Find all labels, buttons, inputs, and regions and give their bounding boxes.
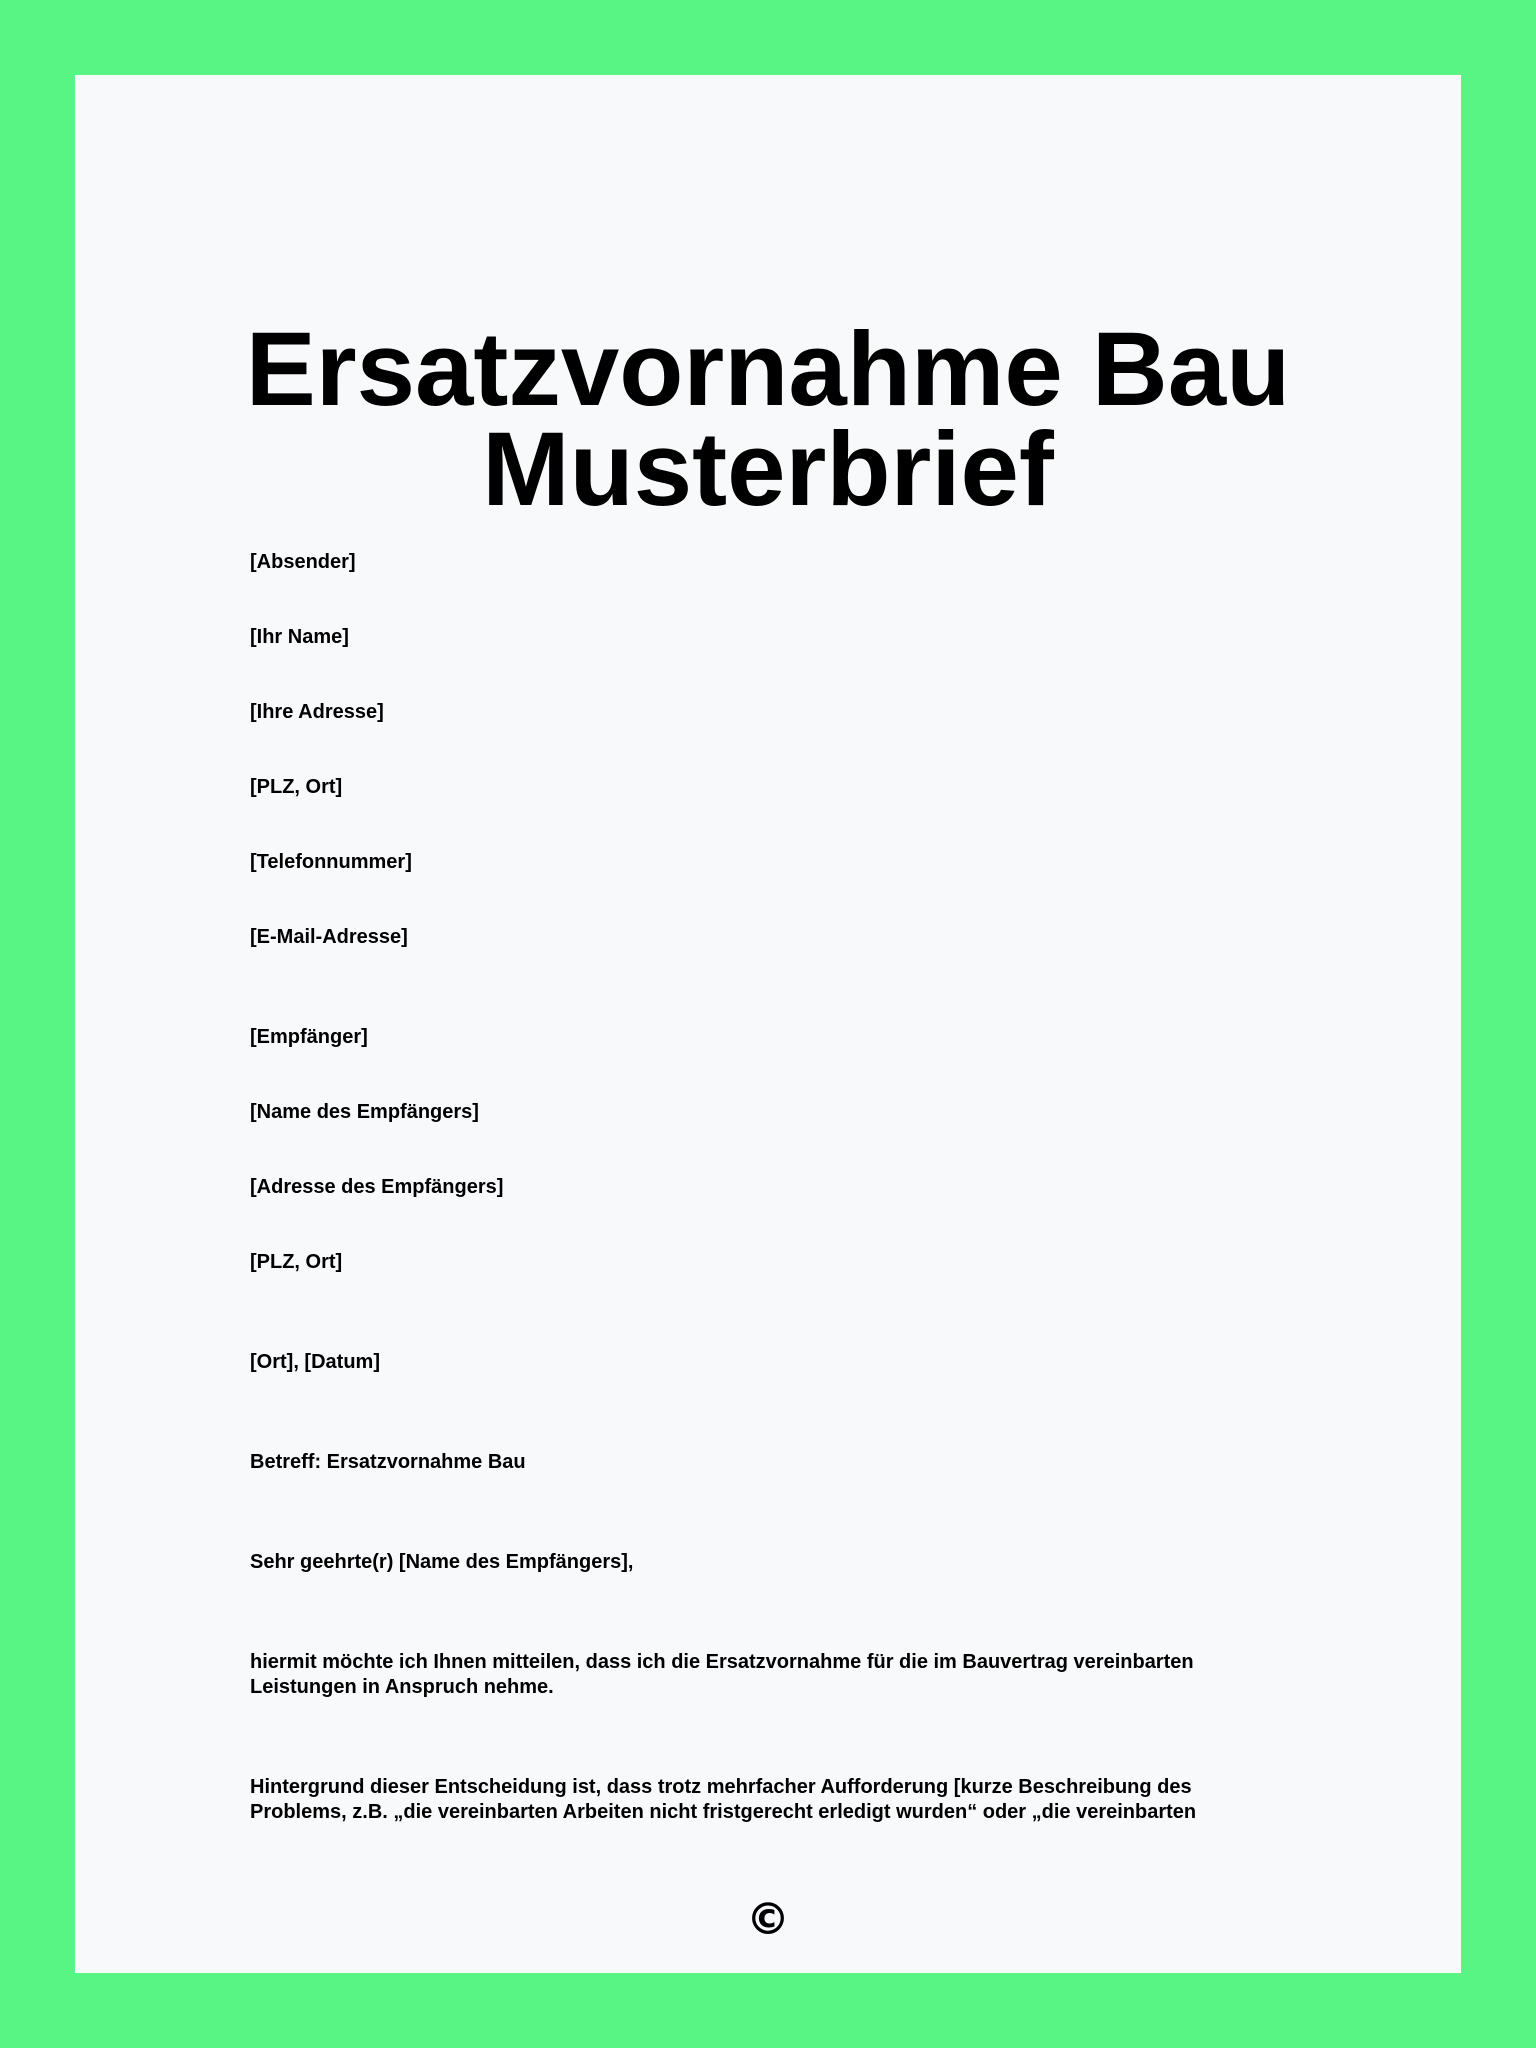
salutation: Sehr geehrte(r) [Name des Empfängers], <box>250 1551 634 1573</box>
body-paragraph-2: Hintergrund dieser Entscheidung ist, dass trotz mehrfacher Aufforderung [kurze Beschreibung des Problems, z.B. „die vereinbarten Arbeiten nicht fristgerecht erledigt wurden“ oder „die vereinbarten <box>250 1776 1197 1823</box>
recipient-address: [Adresse des Empfängers] <box>250 1176 504 1198</box>
document-title <box>75 311 1461 528</box>
copyright-icon: © <box>746 1894 790 1945</box>
subject-line: Betreff: Ersatzvornahme Bau <box>250 1451 526 1473</box>
recipient-heading: [Empfänger] <box>250 1026 368 1048</box>
sender-heading: [Absender] <box>250 551 356 573</box>
title-line-2: Musterbrief <box>482 411 1054 528</box>
title-line-1: Ersatzvornahme Bau <box>245 311 1291 428</box>
sender-phone: [Telefonnummer] <box>250 851 412 873</box>
body-paragraph-1: hiermit möchte ich Ihnen mitteilen, dass ich die Ersatzvornahme für die im Bauvertrag vereinbarten Leistungen in Anspruch nehme. <box>250 1651 1194 1698</box>
place-date: [Ort], [Datum] <box>250 1351 380 1373</box>
sender-address: [Ihre Adresse] <box>250 701 384 723</box>
sender-zip-city: [PLZ, Ort] <box>250 776 343 798</box>
sender-email: [E-Mail-Adresse] <box>250 926 408 948</box>
sender-name: [Ihr Name] <box>250 626 349 648</box>
document-page <box>75 75 1461 1973</box>
recipient-zip-city: [PLZ, Ort] <box>250 1251 343 1273</box>
recipient-name: [Name des Empfängers] <box>250 1101 479 1123</box>
